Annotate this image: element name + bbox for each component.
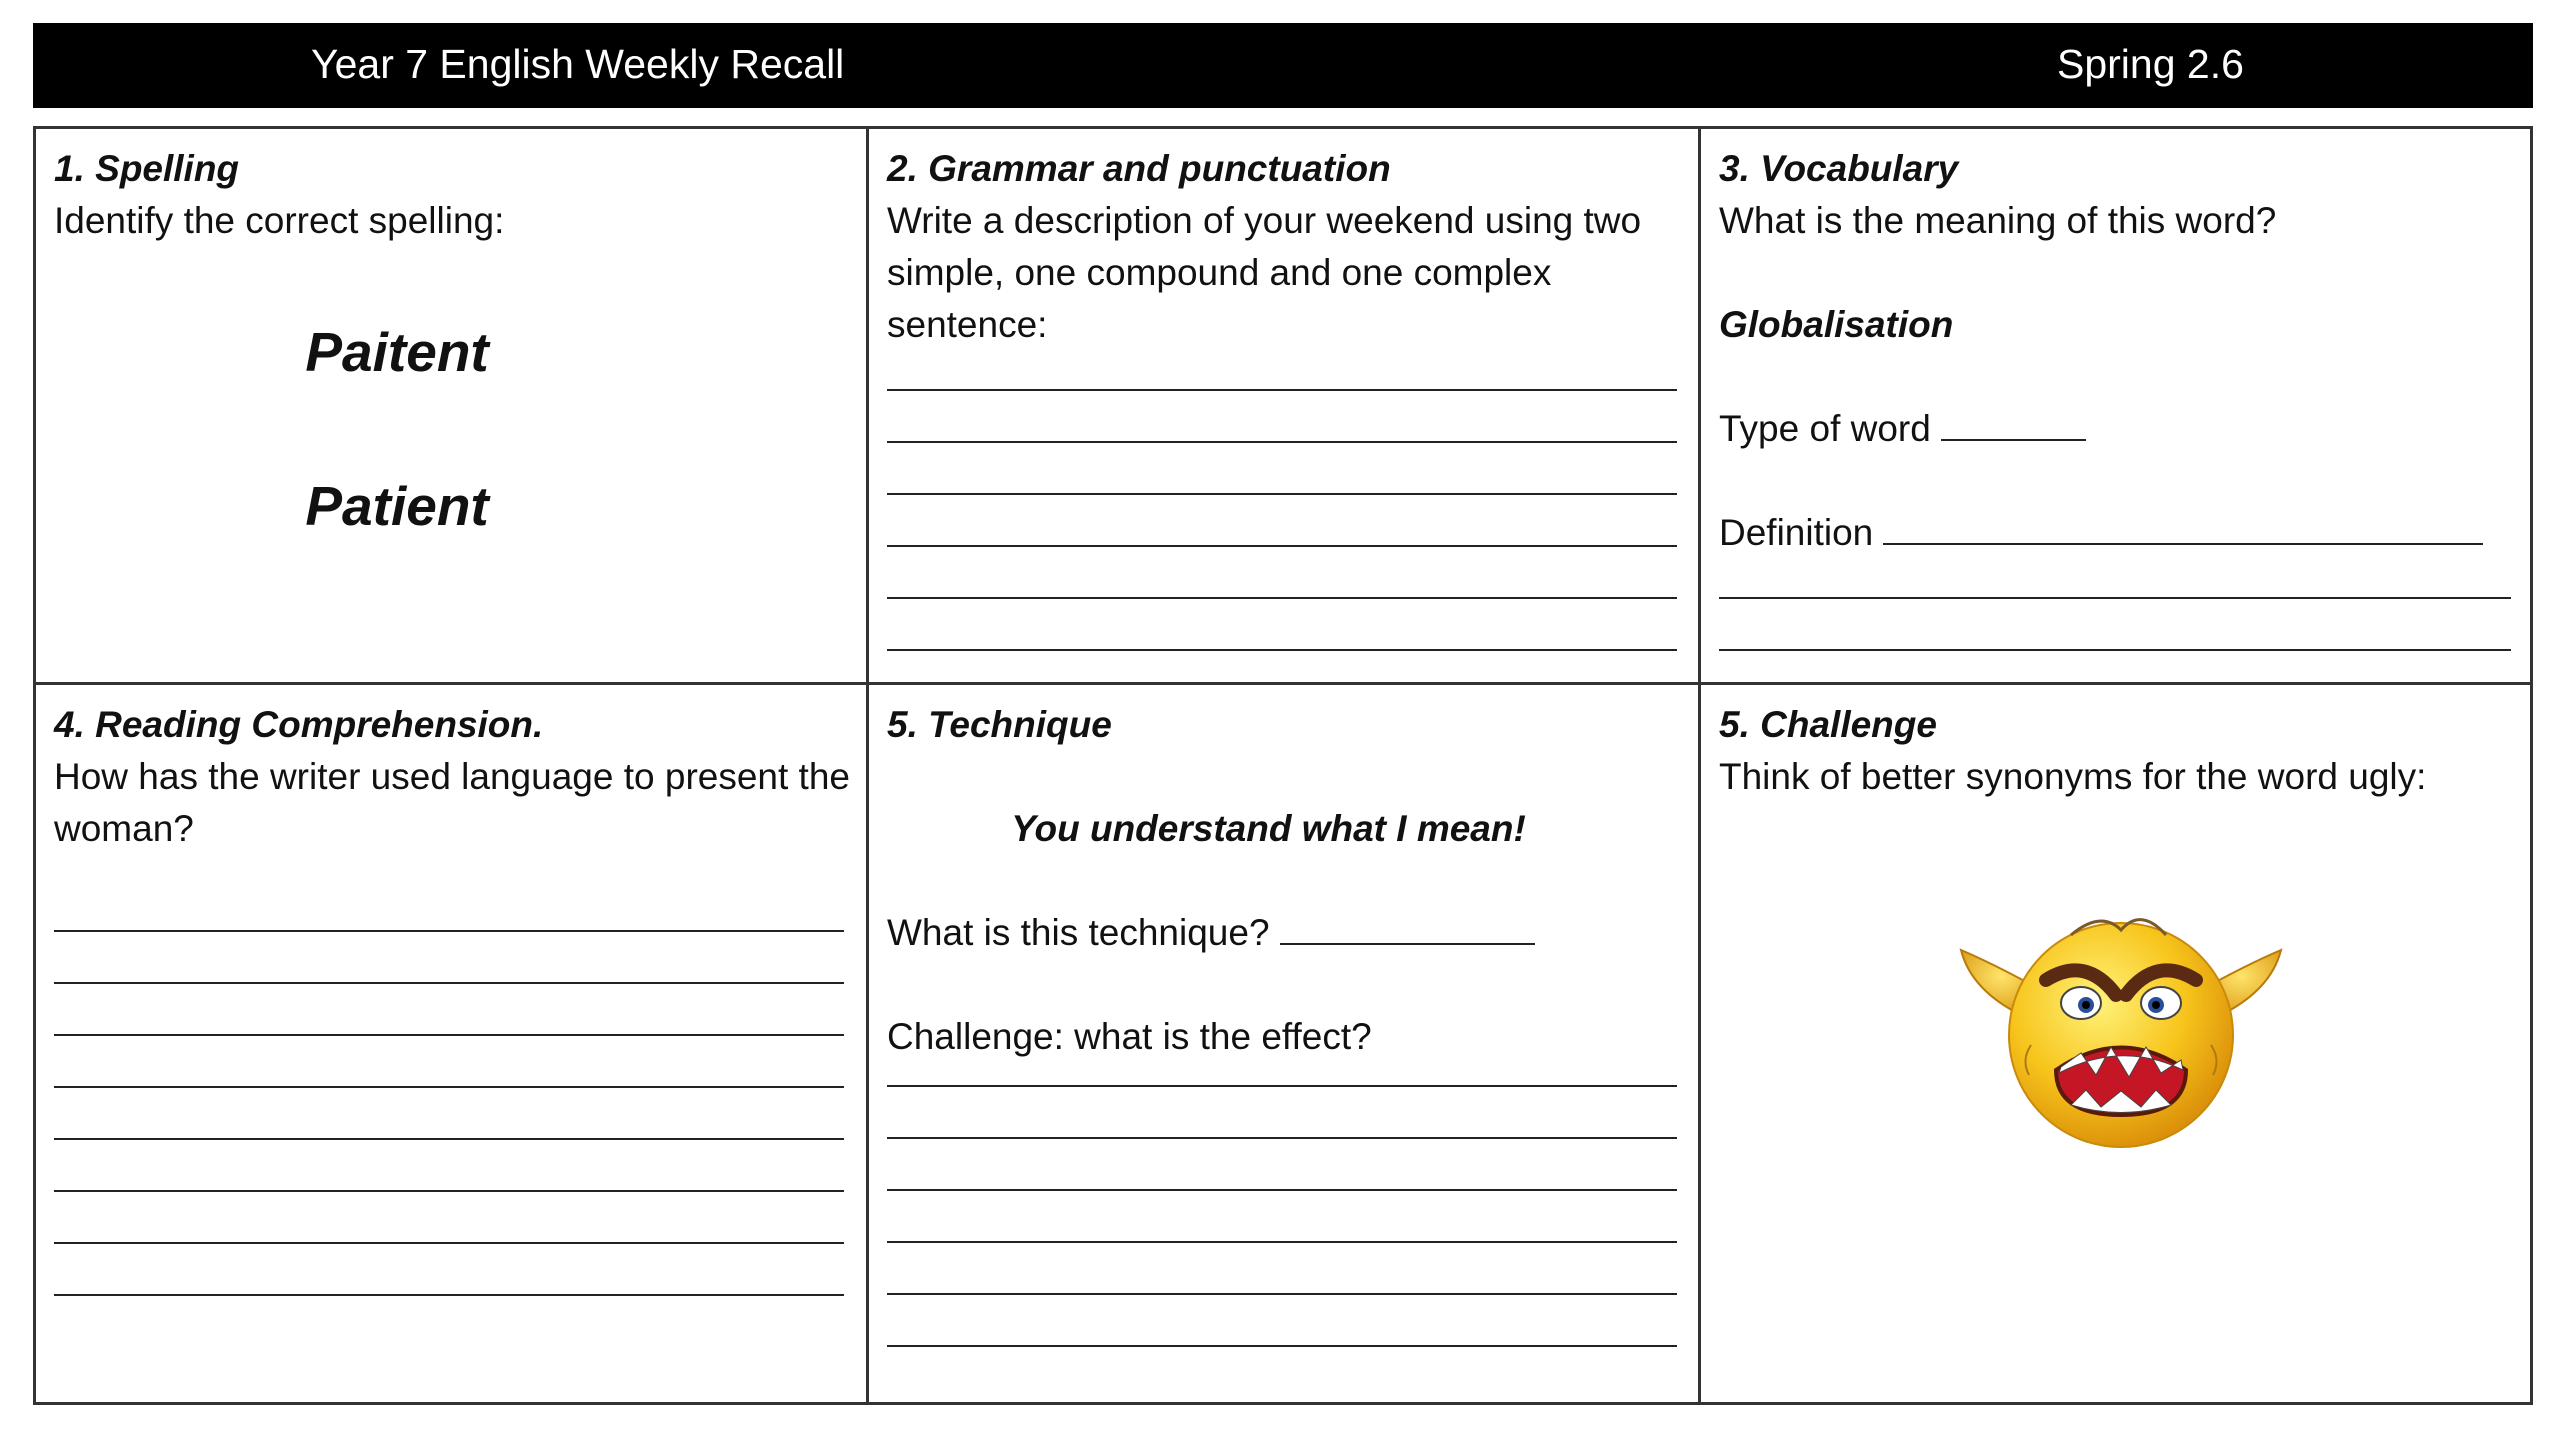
definition-blank[interactable] (1883, 513, 2483, 545)
answer-line[interactable] (54, 1242, 844, 1244)
spelling-section (36, 129, 869, 685)
answer-line[interactable] (54, 930, 844, 932)
answer-line[interactable] (887, 1345, 1677, 1347)
type-of-word-row (1719, 403, 2512, 455)
section-heading: 1. Spelling (54, 148, 240, 189)
type-of-word-blank[interactable] (1941, 409, 2086, 441)
answer-line[interactable] (887, 1293, 1677, 1295)
technique-quote: You understand what I mean! (1011, 808, 1526, 849)
recall-grid (33, 126, 2533, 1405)
answer-line[interactable] (54, 1294, 844, 1296)
technique-section (869, 685, 1701, 1402)
answer-line[interactable] (887, 1189, 1677, 1191)
section-instruction: Write a description of your weekend using two simple, one compound and one complex sentence: (887, 200, 1642, 345)
answer-line[interactable] (1719, 597, 2511, 599)
technique-challenge: Challenge: what is the effect? (887, 1016, 1372, 1057)
technique-question: What is this technique? (887, 912, 1270, 953)
worksheet-title: Year 7 English Weekly Recall (311, 41, 845, 87)
term-label: Spring 2.6 (2057, 41, 2244, 87)
answer-line[interactable] (887, 1137, 1677, 1139)
answer-line[interactable] (887, 441, 1677, 443)
answer-line[interactable] (887, 545, 1677, 547)
answer-line[interactable] (54, 982, 844, 984)
challenge-section (1701, 685, 2530, 1402)
technique-question-row (887, 907, 1680, 959)
answer-line[interactable] (54, 1138, 844, 1140)
technique-blank[interactable] (1280, 913, 1535, 945)
definition-label: Definition (1719, 512, 1874, 553)
section-heading: 2. Grammar and punctuation (887, 148, 1391, 189)
reading-section (36, 685, 869, 1402)
answer-line[interactable] (887, 1085, 1677, 1087)
section-heading: 5. Challenge (1719, 704, 1937, 745)
section-question: What is the meaning of this word? (1719, 200, 2277, 241)
answer-line[interactable] (54, 1086, 844, 1088)
answer-line[interactable] (887, 389, 1677, 391)
section-instruction: Identify the correct spelling: (54, 200, 505, 241)
answer-line[interactable] (887, 493, 1677, 495)
answer-line[interactable] (54, 1190, 844, 1192)
section-heading: 5. Technique (887, 704, 1112, 745)
answer-line[interactable] (887, 649, 1677, 651)
answer-line[interactable] (887, 597, 1677, 599)
spelling-option: Patient (305, 475, 489, 537)
answer-line[interactable] (887, 1241, 1677, 1243)
section-heading: 4. Reading Comprehension. (54, 704, 544, 745)
answer-line[interactable] (1719, 649, 2511, 651)
answer-line[interactable] (54, 1034, 844, 1036)
section-question: How has the writer used language to present the woman? (54, 756, 850, 849)
spelling-option: Paitent (305, 321, 489, 383)
section-instruction: Think of better synonyms for the word ugly: (1719, 756, 2427, 797)
worksheet-header (33, 23, 2533, 108)
vocabulary-section (1701, 129, 2530, 685)
angry-goblin-emoji-icon (1951, 895, 2291, 1155)
vocabulary-word: Globalisation (1719, 304, 1954, 345)
section-heading: 3. Vocabulary (1719, 148, 1959, 189)
type-of-word-label: Type of word (1719, 408, 1931, 449)
definition-row (1719, 507, 2512, 559)
grammar-section (869, 129, 1701, 685)
